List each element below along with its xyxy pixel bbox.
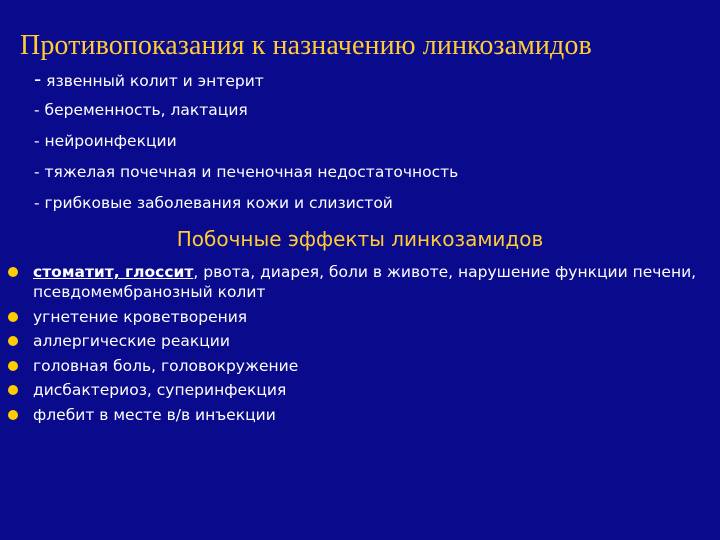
dash-marker: - bbox=[34, 101, 40, 119]
contraindication-text: беременность, лактация bbox=[39, 101, 248, 119]
round-bullet-icon bbox=[8, 361, 18, 371]
round-bullet-icon bbox=[8, 385, 18, 395]
side-effect-item bbox=[6, 331, 706, 351]
side-effect-text: дисбактериоз, суперинфекция bbox=[33, 381, 287, 399]
side-effects-heading: Побочные эффекты линкозамидов bbox=[176, 227, 544, 251]
side-effect-item bbox=[6, 380, 706, 400]
slide-title: Противопоказания к назначению линкозамидов bbox=[20, 30, 592, 61]
contraindication-item bbox=[34, 64, 458, 95]
round-bullet-icon bbox=[8, 312, 18, 322]
contraindication-item bbox=[34, 188, 458, 219]
contraindication-text: грибковые заболевания кожи и слизистой bbox=[39, 194, 393, 212]
side-effect-text: , рвота, диарея, боли в животе, нарушение функции печени, псевдомембранозный колит bbox=[33, 263, 697, 301]
dash-marker: - bbox=[34, 194, 40, 212]
side-effect-item bbox=[6, 262, 706, 302]
round-bullet-icon bbox=[8, 267, 18, 277]
contraindications-list bbox=[34, 64, 458, 219]
side-effect-text: флебит в месте в/в инъекции bbox=[33, 405, 276, 424]
contraindication-text: нейроинфекции bbox=[39, 132, 177, 150]
round-bullet-icon bbox=[8, 336, 18, 346]
side-effect-emphasis: стоматит, глоссит bbox=[33, 263, 194, 281]
contraindication-item bbox=[34, 126, 458, 157]
side-effect-item bbox=[6, 405, 706, 425]
contraindication-text: тяжелая почечная и печеночная недостаточность bbox=[39, 163, 459, 181]
dash-marker: - bbox=[34, 163, 40, 181]
contraindication-item bbox=[34, 157, 458, 188]
round-bullet-icon bbox=[8, 410, 18, 420]
side-effects-list bbox=[6, 262, 706, 429]
dash-marker: - bbox=[34, 132, 40, 150]
side-effect-text: угнетение кроветворения bbox=[33, 307, 248, 326]
dash-marker: - bbox=[34, 67, 42, 91]
contraindication-text: язвенный колит и энтерит bbox=[41, 72, 264, 90]
side-effect-item bbox=[6, 307, 706, 327]
side-effect-text: аллергические реакции bbox=[33, 332, 230, 350]
side-effect-item bbox=[6, 356, 706, 376]
side-effect-text: головная боль, головокружение bbox=[33, 356, 299, 375]
contraindication-item bbox=[34, 95, 458, 126]
